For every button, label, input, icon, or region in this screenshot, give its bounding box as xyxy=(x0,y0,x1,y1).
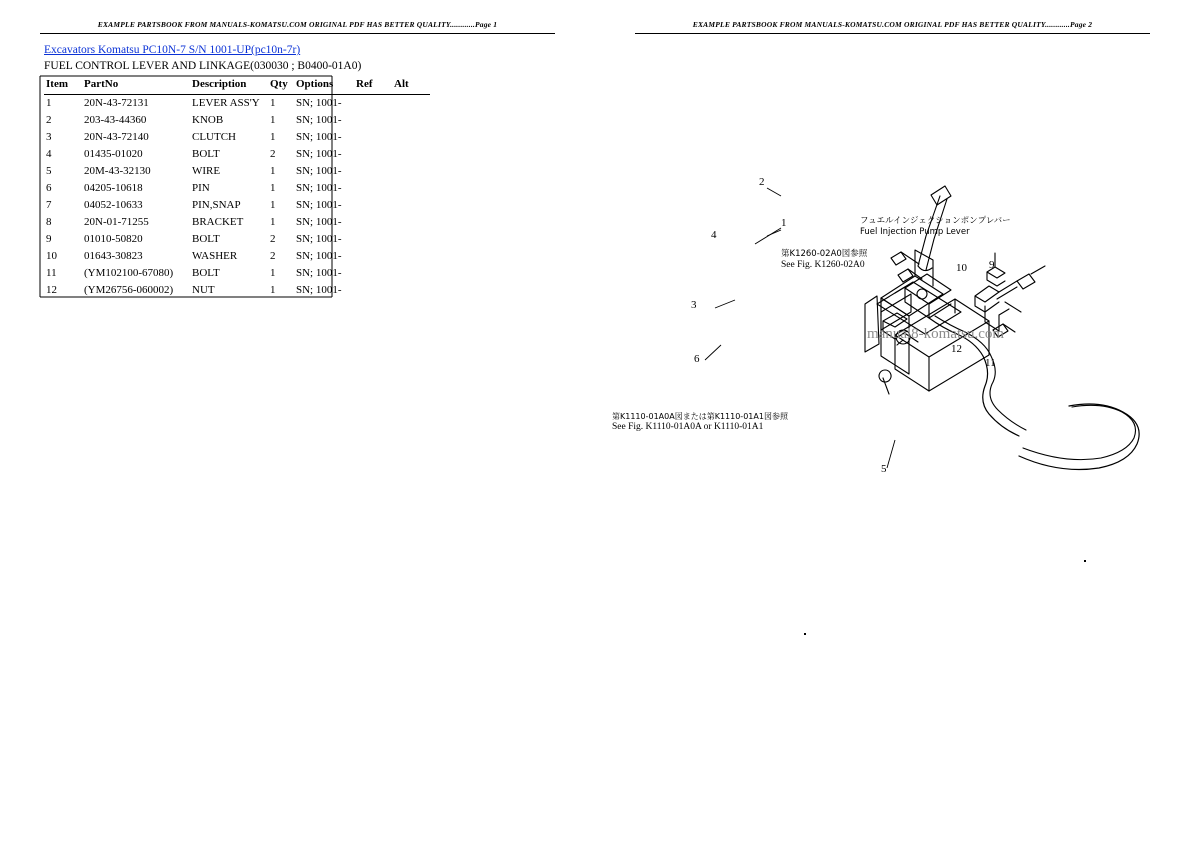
col-header-qty: Qty xyxy=(268,76,294,95)
callout-3: 3 xyxy=(691,299,697,311)
cell-qty: 1 xyxy=(270,216,276,228)
col-header-ref: Ref xyxy=(354,76,392,95)
col-header-partno: PartNo xyxy=(82,76,190,95)
callout-1: 1 xyxy=(781,217,787,229)
cell-description: LEVER ASS'Y xyxy=(192,97,260,109)
cell-item: 3 xyxy=(46,131,52,143)
left-page-header: EXAMPLE PARTSBOOK FROM MANUALS-KOMATSU.COM ORIGINAL PDF HAS BETTER QUALITY............Page 1 xyxy=(97,20,498,29)
cell-options: SN; 1001- xyxy=(296,250,342,262)
cell-options: SN; 1001- xyxy=(296,267,342,279)
callout-10: 10 xyxy=(956,262,967,274)
annotation-fuel-pump-lever-en: Fuel Injection Pump Lever xyxy=(860,227,970,237)
cell-description: WASHER xyxy=(192,250,238,262)
right-page xyxy=(595,0,1190,842)
cell-partno: 01643-30823 xyxy=(84,250,143,262)
cell-description: BOLT xyxy=(192,233,220,245)
cell-item: 4 xyxy=(46,148,52,160)
cell-item: 11 xyxy=(46,267,57,279)
annotation-k1110-jp: 第K1110-01A0A図または第K1110-01A1図参照 xyxy=(612,412,788,421)
cell-qty: 1 xyxy=(270,97,276,109)
cell-item: 9 xyxy=(46,233,52,245)
cell-partno: 20M-43-32130 xyxy=(84,165,151,177)
cell-description: BRACKET xyxy=(192,216,244,228)
cell-partno: 04052-10633 xyxy=(84,199,143,211)
annotation-see-fig-k1260 xyxy=(781,249,867,271)
cell-item: 8 xyxy=(46,216,52,228)
cell-partno: 203-43-44360 xyxy=(84,114,147,126)
cell-options: SN; 1001- xyxy=(296,233,342,245)
cell-options: SN; 1001- xyxy=(296,182,342,194)
cell-qty: 1 xyxy=(270,199,276,211)
callout-2: 2 xyxy=(759,176,765,188)
stray-mark xyxy=(1084,560,1086,562)
cell-item: 7 xyxy=(46,199,52,211)
cell-description: PIN xyxy=(192,182,210,194)
cell-partno: 20N-43-72131 xyxy=(84,97,149,109)
left-page xyxy=(0,0,595,842)
cell-description: PIN,SNAP xyxy=(192,199,241,211)
table-borders xyxy=(0,0,595,842)
cell-partno: (YM102100-67080) xyxy=(84,267,174,279)
cell-options: SN; 1001- xyxy=(296,165,342,177)
callout-5: 5 xyxy=(881,463,887,475)
cell-qty: 1 xyxy=(270,131,276,143)
exploded-diagram xyxy=(595,0,1190,842)
annotation-k1260-en: See Fig. K1260-02A0 xyxy=(781,260,865,270)
annotation-fuel-injection-pump-lever xyxy=(860,216,1011,238)
cell-description: KNOB xyxy=(192,114,224,126)
cell-qty: 2 xyxy=(270,250,276,262)
cell-qty: 1 xyxy=(270,284,276,296)
callout-12: 12 xyxy=(951,343,962,355)
cell-description: BOLT xyxy=(192,148,220,160)
model-title-link[interactable]: Excavators Komatsu PC10N-7 S/N 1001-UP(pc10n-7r) xyxy=(44,44,301,56)
cell-item: 1 xyxy=(46,97,52,109)
cell-qty: 2 xyxy=(270,148,276,160)
annotation-see-fig-k1110 xyxy=(612,411,788,433)
cell-options: SN; 1001- xyxy=(296,114,342,126)
cell-partno: 01435-01020 xyxy=(84,148,143,160)
col-header-options: Options xyxy=(294,76,354,95)
cell-options: SN; 1001- xyxy=(296,216,342,228)
cell-qty: 1 xyxy=(270,114,276,126)
cell-description: WIRE xyxy=(192,165,221,177)
cell-qty: 2 xyxy=(270,233,276,245)
right-page-header: EXAMPLE PARTSBOOK FROM MANUALS-KOMATSU.COM ORIGINAL PDF HAS BETTER QUALITY............Page 2 xyxy=(692,20,1093,29)
col-header-alt: Alt xyxy=(392,76,430,95)
cell-partno: (YM26756-060002) xyxy=(84,284,174,296)
cell-partno: 01010-50820 xyxy=(84,233,143,245)
cell-description: BOLT xyxy=(192,267,220,279)
callout-9: 9 xyxy=(989,259,995,271)
cell-options: SN; 1001- xyxy=(296,97,342,109)
cell-qty: 1 xyxy=(270,165,276,177)
cell-partno: 04205-10618 xyxy=(84,182,143,194)
callout-4: 4 xyxy=(711,229,717,241)
annotation-k1260-jp: 第K1260-02A0図参照 xyxy=(781,249,868,259)
annotation-fuel-pump-lever-jp: フュエルインジェクションポンプレバー xyxy=(860,216,1011,226)
stray-mark xyxy=(804,633,806,635)
knob-part xyxy=(931,186,951,205)
cell-item: 2 xyxy=(46,114,52,126)
site-watermark: manual8-komatsu.com xyxy=(867,326,1005,342)
cell-qty: 1 xyxy=(270,267,276,279)
cell-item: 12 xyxy=(46,284,57,296)
cell-options: SN; 1001- xyxy=(296,148,342,160)
cell-qty: 1 xyxy=(270,182,276,194)
cell-item: 10 xyxy=(46,250,57,262)
cell-options: SN; 1001- xyxy=(296,284,342,296)
cell-options: SN; 1001- xyxy=(296,131,342,143)
callout-11: 11 xyxy=(985,357,996,369)
cell-partno: 20N-43-72140 xyxy=(84,131,149,143)
callout-6: 6 xyxy=(694,353,700,365)
assembly-subtitle: FUEL CONTROL LEVER AND LINKAGE(030030 ; B0400-01A0) xyxy=(44,60,362,72)
cell-description: CLUTCH xyxy=(192,131,236,143)
col-header-description: Description xyxy=(190,76,268,95)
annotation-k1110-en: See Fig. K1110-01A0A or K1110-01A1 xyxy=(612,422,764,432)
cell-partno: 20N-01-71255 xyxy=(84,216,149,228)
cell-item: 6 xyxy=(46,182,52,194)
cell-options: SN; 1001- xyxy=(296,199,342,211)
cell-description: NUT xyxy=(192,284,215,296)
col-header-item: Item xyxy=(44,76,82,95)
cell-item: 5 xyxy=(46,165,52,177)
